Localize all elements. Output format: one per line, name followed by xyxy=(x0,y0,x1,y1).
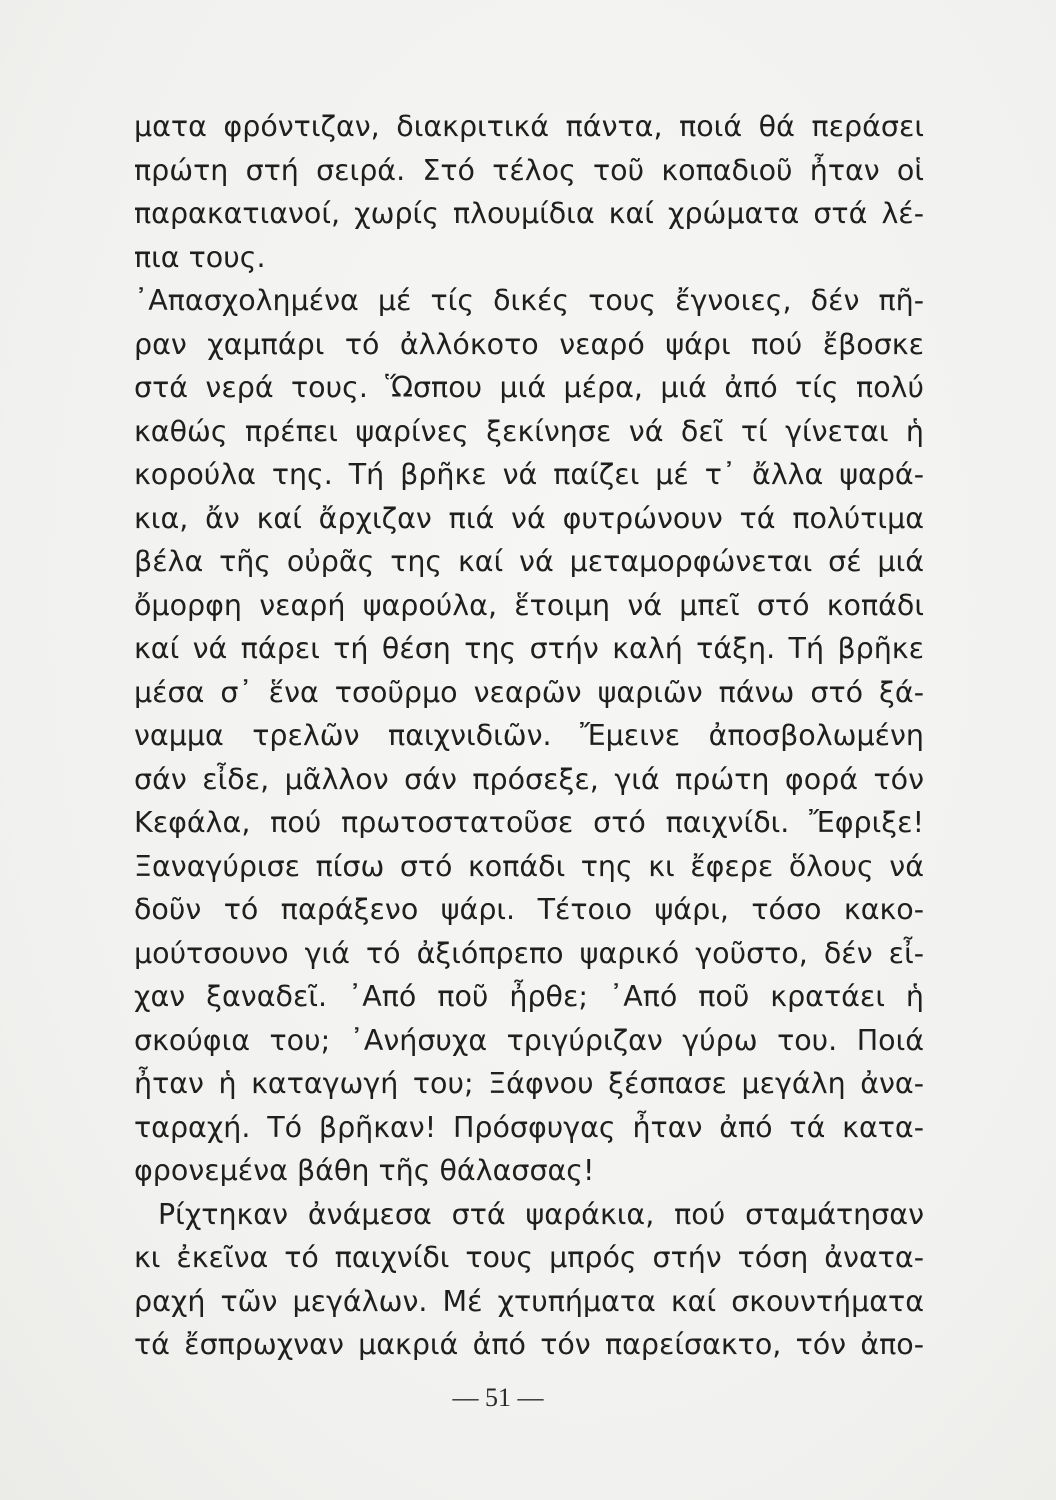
text-line: καί νά πάρει τή θέση της στήν καλή τάξη. Τή βρῆκε xyxy=(134,632,924,665)
text-line: ἦταν ἡ καταγωγή του; Ξάφνου ξέσπασε μεγάλη ἀνα- xyxy=(134,1067,924,1100)
text-line: μούτσουνο γιά τό ἀξιόπρεπο ψαρικό γοῦστο, δέν εἶ- xyxy=(134,936,924,970)
text-line: κορούλα της. Τή βρῆκε νά παίζει μέ τ᾿ ἄλλα ψαρά- xyxy=(134,458,924,491)
text-line: ὄμορφη νεαρή ψαρούλα, ἕτοιμη νά μπεῖ στό κοπάδι xyxy=(134,588,924,622)
text-line: ναμμα τρελῶν παιχνιδιῶν. Ἔμεινε ἀποσβολωμένη xyxy=(134,719,924,752)
text-line: ραχή τῶν μεγάλων. Μέ χτυπήματα καί σκουντήματα xyxy=(134,1284,924,1318)
text-line: χαν ξαναδεῖ. ᾿Από ποῦ ἦρθε; ᾿Από ποῦ κρατάει ἡ xyxy=(134,980,924,1013)
text-line: φρονεμένα βάθη τῆς θάλασσας! xyxy=(134,1154,595,1187)
text-line: πρώτη στή σειρά. Στό τέλος τοῦ κοπαδιοῦ ἦταν οἱ xyxy=(134,153,924,187)
text-line: κια, ἄν καί ἄρχιζαν πιά νά φυτρώνουν τά πολύτιμα xyxy=(134,501,924,535)
text-line: μέσα σ᾿ ἕνα τσοῦρμο νεαρῶν ψαριῶν πάνω στό ξά- xyxy=(134,675,924,709)
text-line: ματα φρόντιζαν, διακριτικά πάντα, ποιά θά περάσει xyxy=(134,110,924,143)
text-line: ᾿Απασχολημένα μέ τίς δικές τους ἔγνοιες, δέν πῆ- xyxy=(134,284,924,317)
text-line: καθώς πρέπει ψαρίνες ξεκίνησε νά δεῖ τί γίνεται ἡ xyxy=(134,414,924,448)
text-line: σάν εἶδε, μᾶλλον σάν πρόσεξε, γιά πρώτη φορά τόν xyxy=(134,762,924,796)
text-line: τά ἔσπρωχναν μακριά ἀπό τόν παρείσακτο, τόν ἀπο- xyxy=(134,1328,924,1361)
text-line: Ρίχτηκαν ἀνάμεσα στά ψαράκια, πού σταμάτησαν xyxy=(158,1197,924,1231)
text-line: Ξαναγύρισε πίσω στό κοπάδι της κι ἔφερε ὅλους νά xyxy=(134,849,924,883)
text-line: κι ἐκεῖνα τό παιχνίδι τους μπρός στήν τόση ἀνατα- xyxy=(134,1241,924,1274)
text-line: στά νερά τους. Ὥσπου μιά μέρα, μιά ἀπό τίς πολύ xyxy=(134,371,924,404)
text-line: ταραχή. Τό βρῆκαν! Πρόσφυγας ἦταν ἀπό τά κατα- xyxy=(134,1110,924,1144)
text-line: δοῦν τό παράξενο ψάρι. Τέτοιο ψάρι, τόσο κακο- xyxy=(134,893,924,926)
text-line: ραν χαμπάρι τό ἀλλόκοτο νεαρό ψάρι πού ἔβοσκε xyxy=(134,327,924,361)
text-line: πια τους. xyxy=(134,240,266,274)
page-number: — 51 — xyxy=(452,1383,544,1412)
text-line: παρακατιανοί, χωρίς πλουμίδια καί χρώματα στά λέ- xyxy=(134,197,924,230)
text-line: βέλα τῆς οὐρᾶς της καί νά μεταμορφώνεται σέ μιά xyxy=(134,545,924,578)
text-line: σκούφια του; ᾿Ανήσυχα τριγύριζαν γύρω του. Ποιά xyxy=(134,1023,924,1057)
text-line: Κεφάλα, πού πρωτοστατοῦσε στό παιχνίδι. Ἔφριξε! xyxy=(134,806,924,839)
body-text xyxy=(134,105,924,1367)
